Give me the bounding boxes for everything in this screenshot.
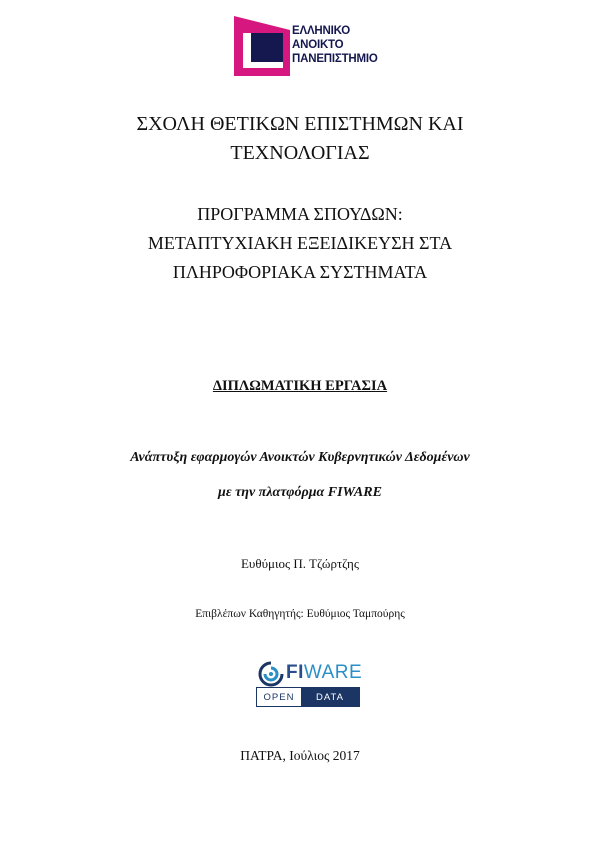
school-name-line-1: ΣΧΟΛΗ ΘΕΤΙΚΩΝ ΕΠΙΣΤΗΜΩΝ ΚΑΙ (136, 113, 464, 135)
place-date: ΠΑΤΡΑ, Ιούλιος 2017 (240, 748, 360, 763)
school-name (0, 110, 600, 168)
author-name: Ευθύμιος Π. Τζώρτζης (240, 556, 359, 571)
thesis-title-line-1: Ανάπτυξη εφαρμογών Ανοικτών Κυβερνητικών Δεδομένων (130, 450, 470, 465)
thesis-label: ΔΙΠΛΩΜΑΤΙΚΗ ΕΡΓΑΣΙΑ (212, 378, 388, 394)
university-logo (234, 16, 394, 76)
program-line-1: ΠΡΟΓΡΑΜΜΑ ΣΠΟΥΔΩΝ: (197, 204, 403, 224)
study-program (0, 200, 600, 287)
fiware-open-data-logo (256, 660, 363, 708)
supervisor: Επιβλέπων Καθηγητής: Ευθύμιος Ταμπούρης (195, 608, 405, 620)
university-name-line: ΑΝΟΙΚΤΟ (292, 39, 344, 51)
program-line-3: ΠΛΗΡΟΦΟΡΙΑΚΑ ΣΥΣΤΗΜΑΤΑ (172, 262, 428, 282)
fiware-swirl-icon (258, 661, 284, 687)
data-label: DATA (301, 688, 359, 706)
university-name-line: ΕΛΛΗΝΙΚΟ (292, 25, 350, 37)
thesis-title (0, 440, 600, 510)
open-data-bar (256, 687, 360, 707)
school-name-line-2: ΤΕΧΝΟΛΟΓΙΑΣ (230, 142, 370, 164)
program-line-2: ΜΕΤΑΠΤΥΧΙΑΚΗ ΕΞΕΙΔΙΚΕΥΣΗ ΣΤΑ (147, 233, 453, 253)
thesis-title-line-2: με την πλατφόρμα FIWARE (218, 485, 382, 500)
university-emblem-icon (234, 16, 290, 76)
fiware-word-fi: FI (286, 662, 304, 683)
open-label: OPEN (257, 688, 301, 706)
fiware-word-ware: WARE (303, 662, 363, 683)
fiware-wordmark (286, 661, 362, 685)
university-name (292, 24, 378, 66)
university-name-line: ΠΑΝΕΠΙΣΤΗΜΙΟ (292, 53, 378, 65)
